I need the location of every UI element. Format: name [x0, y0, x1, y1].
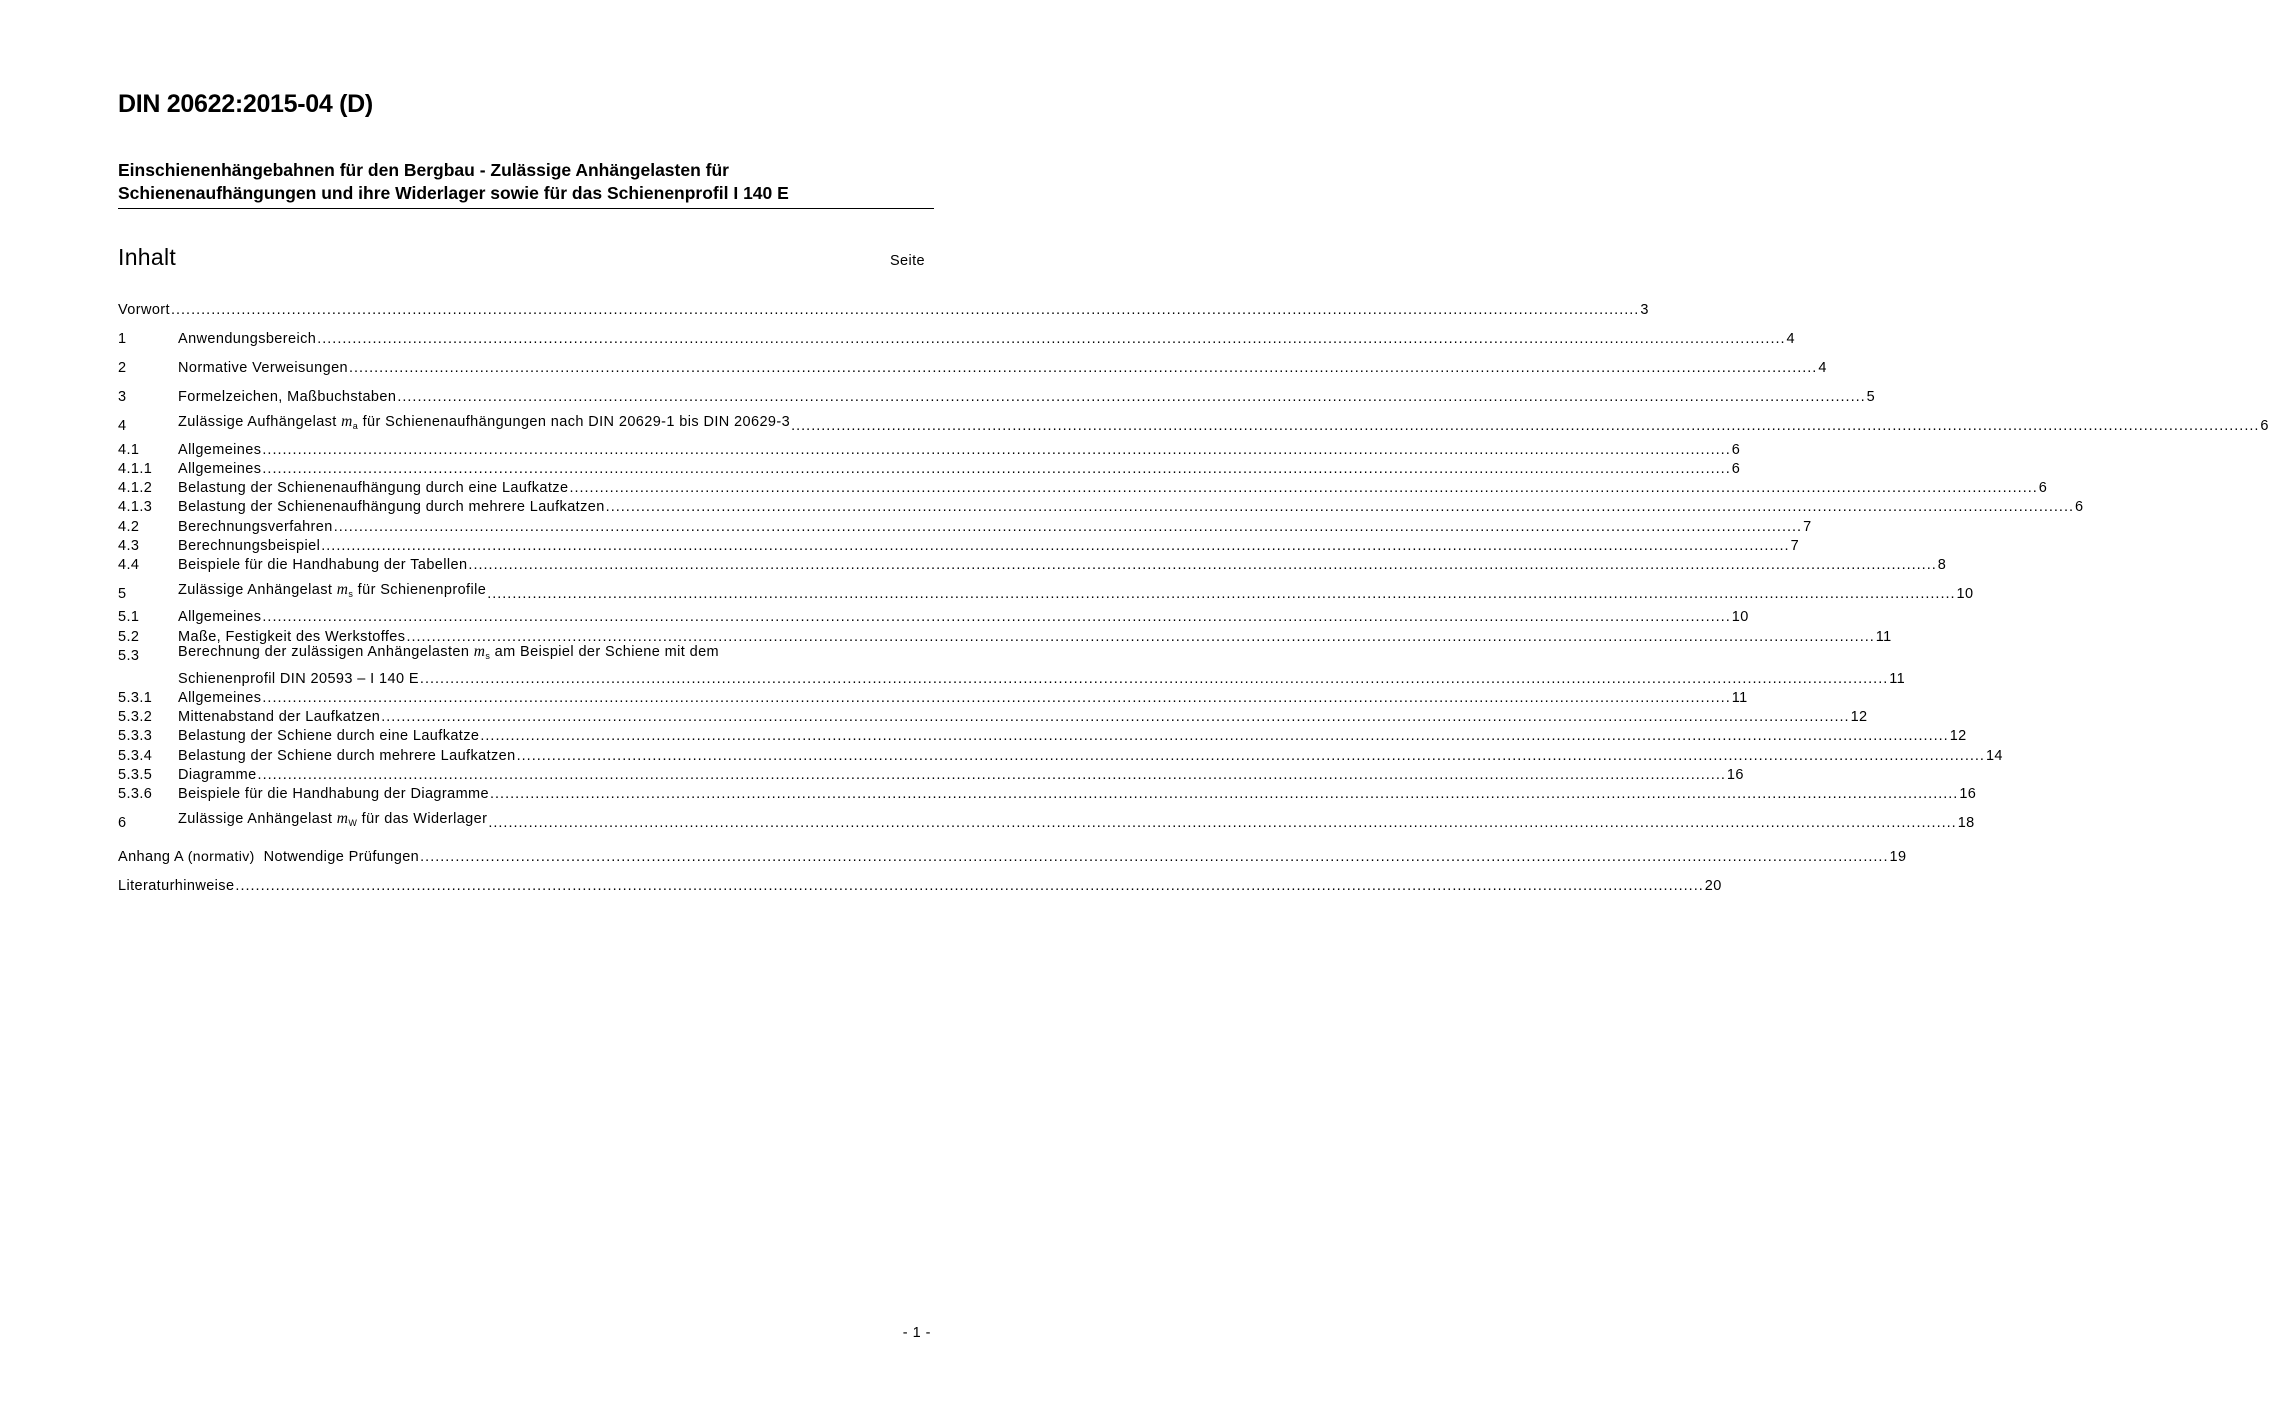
toc-entry-number: 4.2 [118, 519, 140, 535]
toc-entry-number: 6 [118, 815, 127, 831]
toc-entry-number: 2 [118, 360, 127, 376]
toc-entry-number: 4.4 [118, 557, 140, 573]
toc-entry-number: 3 [118, 389, 127, 405]
toc-entry-5-3-6[interactable] [118, 785, 1977, 804]
toc-entry-number: 5.3.1 [118, 690, 153, 706]
toc-entry-label: Berechnungsverfahren [178, 519, 333, 535]
toc-entry-label: Allgemeines [178, 690, 262, 706]
toc-leader-dots [262, 689, 1730, 708]
toc-entry-page: 6 [1731, 461, 1741, 477]
formula-symbol: m [473, 643, 486, 660]
toc-leader-dots [381, 708, 1849, 727]
formula-symbol: m [336, 810, 349, 827]
toc-entry-page: 12 [1850, 709, 1868, 725]
toc-entry-page: 11 [1731, 690, 1748, 706]
toc-entry-number: 4.1 [118, 442, 140, 458]
toc-entry-number: 5.3.3 [118, 728, 153, 744]
toc-entry-page: 18 [1957, 815, 1975, 831]
document-title-line-2: Schienenaufhängungen und ihre Widerlager sowie für das Schienenprofil I 140 E [118, 183, 789, 203]
toc-entry-page: 12 [1949, 728, 1967, 744]
toc-leader-dots [791, 417, 2259, 436]
toc-entry-5-3-5[interactable] [118, 766, 1744, 785]
toc-entry-5[interactable] [118, 581, 1974, 604]
toc-entry-3[interactable] [118, 388, 1876, 407]
toc-leader-dots [397, 388, 1865, 407]
toc-entry-label: Belastung der Schienenaufhängung durch mehrere Laufkatzen [178, 499, 605, 515]
toc-leader-dots [334, 518, 1802, 537]
toc-entry-number: 5.2 [118, 629, 140, 645]
toc-entry-number: 4.1.1 [118, 461, 153, 477]
toc-entry-page: 7 [1803, 519, 1812, 535]
toc-entry-label: Belastung der Schienenaufhängung durch eine Laufkatze [178, 480, 569, 496]
toc-entry-page: 8 [1937, 557, 1947, 573]
toc-entry-1[interactable] [118, 330, 1796, 349]
toc-entry-page: 14 [1985, 748, 2003, 764]
toc-entry-label: Maße, Festigkeit des Werkstoffes [178, 629, 406, 645]
toc-entry-number: 5.3.4 [118, 748, 153, 764]
toc-entry-5-3-3[interactable] [118, 727, 1967, 746]
toc-entry-page: 16 [1959, 786, 1977, 802]
toc-entry-number: 1 [118, 331, 127, 347]
toc-entry-page: 3 [1640, 302, 1649, 318]
footer-page-number: - 1 - [902, 1325, 931, 1341]
toc-entry-5-3-continuation[interactable] [118, 670, 1906, 689]
toc-leader-dots [569, 479, 2037, 498]
toc-entry-page: 4 [1818, 360, 1827, 376]
toc-entry-number: 5.3.5 [118, 767, 153, 783]
toc-entry-number: 5.3 [118, 648, 140, 664]
toc-page-column-label: Seite [889, 253, 925, 269]
toc-entry-label: Zulässige Anhängelast $m_s$ für Schienenprofile [178, 581, 487, 599]
toc-entry-4-1[interactable] [118, 441, 1741, 460]
toc-entry-4[interactable] [118, 413, 2269, 436]
toc-entry-label: Schienenprofil DIN 20593 – I 140 E [178, 671, 419, 687]
toc-entry-number: 5.3.6 [118, 786, 153, 802]
toc-entry-2[interactable] [118, 359, 1827, 378]
toc-entry-4-1-2[interactable] [118, 479, 2048, 498]
toc-entry-page: 16 [1726, 767, 1744, 783]
toc-leader-dots [420, 848, 1888, 867]
toc-entry-label: Zulässige Aufhängelast $m_a$ für Schienenaufhängungen nach DIN 20629-1 bis DIN 20629-3 [178, 413, 791, 431]
toc-leader-dots [262, 441, 1730, 460]
formula-symbol: m [341, 413, 353, 430]
toc-leader-dots [468, 556, 1936, 575]
toc-leader-dots [420, 670, 1888, 689]
toc-entry-number: 4.1.3 [118, 499, 153, 515]
toc-entry-page: 6 [2260, 418, 2269, 434]
toc-entry-6[interactable] [118, 810, 1975, 833]
toc-entry-label: Belastung der Schiene durch eine Laufkatze [178, 728, 480, 744]
document-id: DIN 20622:2015-04 (D) [118, 90, 373, 118]
toc-leader-dots [480, 727, 1948, 746]
toc-leader-dots [517, 747, 1985, 766]
toc-entry-4-1-3[interactable] [118, 498, 2084, 517]
toc-leader-dots [171, 301, 1639, 320]
toc-entry-5-1[interactable] [118, 608, 1749, 627]
toc-entry-label: Belastung der Schiene durch mehrere Laufkatzen [178, 748, 516, 764]
toc-entry-label: Vorwort [118, 302, 170, 318]
formula-subscript: s [485, 651, 491, 661]
normative-annotation: (normativ) [187, 848, 255, 864]
toc-entry-number: 5.3.2 [118, 709, 153, 725]
toc-entry-label: Beispiele für die Handhabung der Tabellen [178, 557, 468, 573]
formula-symbol: m [336, 581, 349, 598]
toc-entry-page: 4 [1786, 331, 1796, 347]
toc-entry-5-3[interactable] [118, 643, 931, 666]
toc-entry-number: 5 [118, 586, 127, 602]
toc-leader-dots [262, 460, 1730, 479]
toc-entry-page: 20 [1704, 878, 1722, 894]
toc-entry-label: Anwendungsbereich [178, 331, 317, 347]
toc-entry-page: 10 [1956, 586, 1974, 602]
toc-entry-label: Formelzeichen, Maßbuchstaben [178, 389, 397, 405]
formula-subscript: W [348, 818, 358, 828]
toc-leader-dots [490, 785, 1958, 804]
toc-entry-label: Allgemeines [178, 461, 262, 477]
toc-leader-dots [487, 585, 1955, 604]
document-title [118, 159, 934, 209]
toc-heading: Inhalt [118, 244, 177, 270]
toc-entry-label: Literaturhinweise [118, 878, 235, 894]
toc-entry-literaturhinweise[interactable] [118, 877, 1722, 896]
toc-entry-label: Anhang A (normativ) Notwendige Prüfungen [118, 848, 420, 865]
toc-entry-5-3-1[interactable] [118, 689, 1748, 708]
toc-leader-dots [262, 608, 1730, 627]
toc-entry-label: Allgemeines [178, 609, 262, 625]
toc-leader-dots [317, 330, 1785, 349]
toc-entry-page: 11 [1875, 629, 1892, 645]
toc-entry-page: 5 [1866, 389, 1876, 405]
toc-entry-page: 6 [1731, 442, 1741, 458]
toc-entry-4-2[interactable] [118, 518, 1812, 537]
toc-entry-page: 6 [2038, 480, 2048, 496]
toc-entry-4-4[interactable] [118, 556, 1947, 575]
formula-subscript: s [348, 589, 354, 599]
toc-entry-5-3-4[interactable] [118, 747, 2003, 766]
toc-entry-page: 10 [1731, 609, 1749, 625]
toc-entry-anhang-a[interactable] [118, 848, 1907, 867]
toc-entry-label: Normative Verweisungen [178, 360, 348, 376]
toc-entry-page: 11 [1889, 671, 1906, 687]
toc-entry-page: 7 [1790, 538, 1800, 554]
toc-leader-dots [258, 766, 1726, 785]
toc-entry-vorwort[interactable] [118, 301, 1649, 320]
formula-subscript: a [352, 421, 359, 431]
toc-entry-label: Berechnungsbeispiel [178, 538, 321, 554]
toc-entry-number: 4.1.2 [118, 480, 153, 496]
toc-entry-label: Diagramme [178, 767, 257, 783]
toc-entry-4-1-1[interactable] [118, 460, 1741, 479]
toc-entry-label: Mittenabstand der Laufkatzen [178, 709, 381, 725]
toc-entry-label: Berechnung der zulässigen Anhängelasten $m_s$ am Beispiel der Schiene mit dem [178, 643, 720, 661]
toc-leader-dots [606, 498, 2074, 517]
toc-leader-dots [235, 877, 1703, 896]
toc-entry-label: Zulässige Anhängelast $m_W$ für das Widerlager [178, 810, 488, 828]
toc-leader-dots [321, 537, 1789, 556]
toc-entry-number: 4.3 [118, 538, 140, 554]
toc-entry-page: 19 [1889, 849, 1907, 865]
toc-entry-number: 5.1 [118, 609, 140, 625]
toc-leader-dots [349, 359, 1817, 378]
toc-entry-page: 6 [2075, 499, 2084, 515]
toc-entry-number: 4 [118, 418, 127, 434]
toc-entry-label: Allgemeines [178, 442, 262, 458]
toc-entry-label: Beispiele für die Handhabung der Diagramme [178, 786, 489, 802]
document-title-line-1: Einschienenhängebahnen für den Bergbau - Zulässige Anhängelasten für [118, 160, 729, 180]
toc-leader-dots [488, 814, 1956, 833]
toc-entry-5-3-2[interactable] [118, 708, 1868, 727]
toc-entry-4-3[interactable] [118, 537, 1800, 556]
